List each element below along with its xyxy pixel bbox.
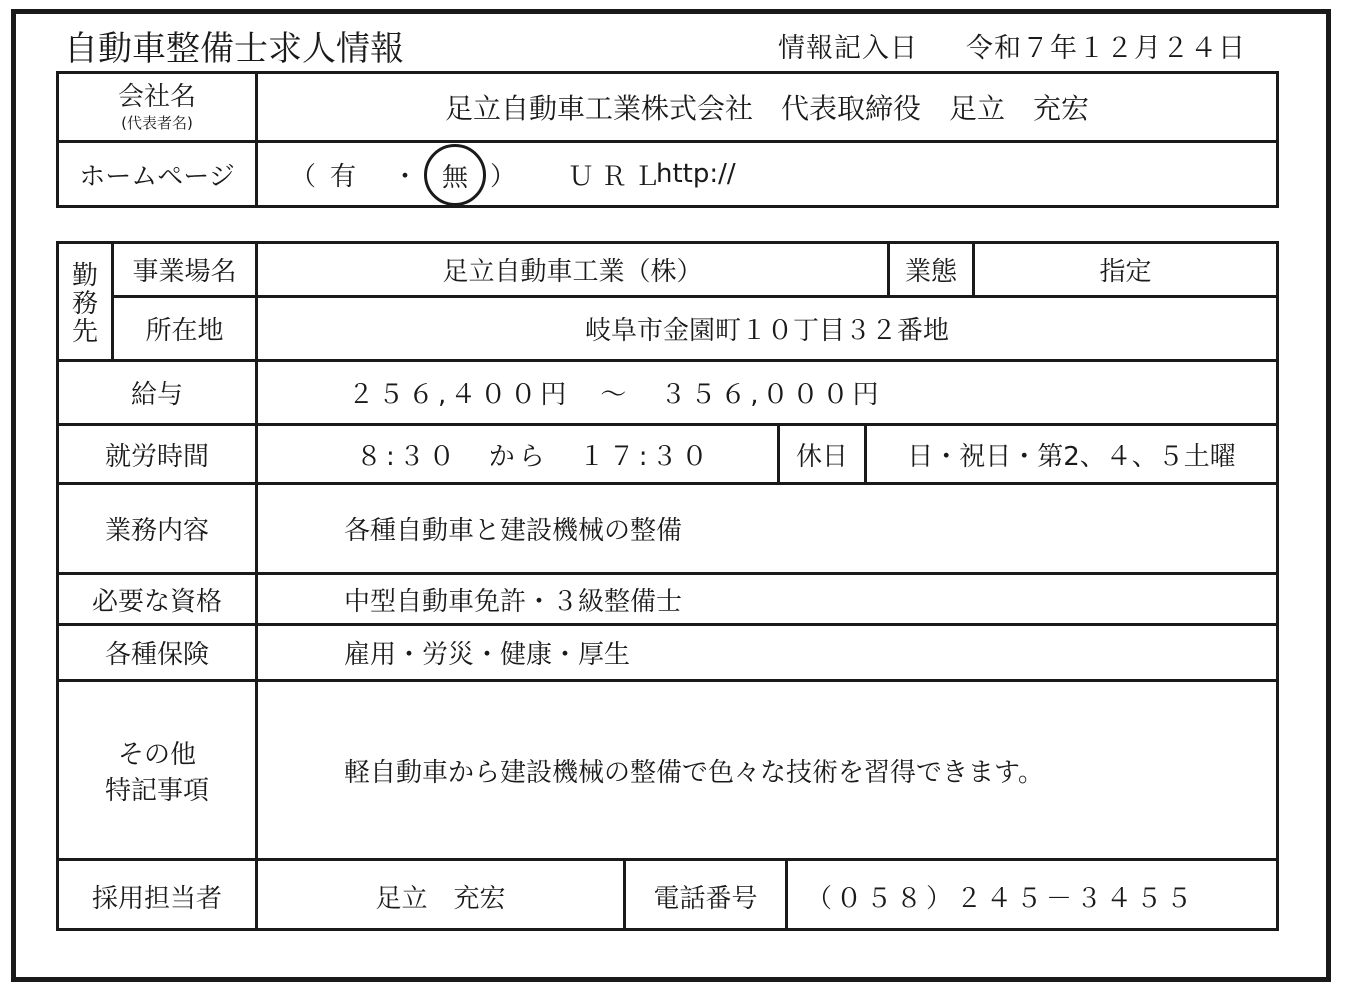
phone-col-divider — [785, 858, 788, 931]
homepage-dot: ・ — [392, 161, 419, 192]
hours: ８:３０ から １７:３０ — [356, 441, 712, 472]
insurance: 雇用・労災・健康・厚生 — [344, 640, 631, 670]
homepage-close: ） — [490, 161, 517, 192]
company-label-sub: (代表者名) — [121, 113, 193, 132]
notes: 軽自動車から建設機械の整備で色々な技術を習得できます。 — [344, 757, 1044, 788]
business-type-label: 業態 — [904, 257, 957, 287]
business-type: 指定 — [1099, 257, 1152, 287]
company-name: 足立自動車工業株式会社 代表取締役 足立 充宏 — [444, 92, 1089, 125]
address-label: 所在地 — [145, 316, 224, 346]
url-label: ＵＲＬ — [568, 161, 668, 192]
homepage-open: （ — [290, 161, 317, 192]
notes-label-line2: 特記事項 — [104, 775, 209, 806]
duties: 各種自動車と建設機械の整備 — [344, 516, 683, 546]
qualifications-label: 必要な資格 — [91, 586, 222, 617]
insurance-label: 各種保険 — [104, 640, 209, 670]
entry-date-label: 情報記入日 — [778, 32, 918, 64]
company-label: 会社名 — [117, 81, 196, 112]
workplace-group-char: 務 — [71, 288, 98, 319]
workplace-group-char: 勤 — [71, 260, 98, 291]
address: 岐阜市金園町１０丁目３２番地 — [584, 316, 949, 346]
phone-number: （０５８）２４５－３４５５ — [806, 883, 1197, 914]
phone-label: 電話番号 — [653, 883, 758, 914]
holidays: 日・祝日・第2、４、５土曜 — [907, 441, 1236, 472]
duties-label: 業務内容 — [104, 516, 209, 546]
business-name: 足立自動車工業（株） — [442, 257, 703, 287]
page-title: 自動車整備士求人情報 — [64, 28, 404, 69]
homepage-yes: 有 — [330, 161, 357, 192]
homepage-label: ホームページ — [79, 161, 235, 192]
salary-label: 給与 — [130, 380, 183, 410]
workplace-group-char: 先 — [71, 316, 98, 347]
recruiter-label: 採用担当者 — [91, 883, 222, 914]
url-value: http:// — [656, 159, 736, 189]
entry-date: 令和７年１２月２４日 — [966, 32, 1246, 64]
salary: ２５６,４００円 ～ ３５６,０００円 — [348, 380, 883, 410]
qualifications: 中型自動車免許・３級整備士 — [344, 586, 683, 617]
notes-label-line1: その他 — [117, 739, 196, 770]
homepage-no: 無 — [441, 162, 468, 193]
business-name-label: 事業場名 — [132, 257, 237, 287]
recruiter: 足立 充宏 — [375, 883, 506, 914]
holiday-label: 休日 — [795, 441, 848, 472]
hours-label: 就労時間 — [104, 441, 209, 472]
